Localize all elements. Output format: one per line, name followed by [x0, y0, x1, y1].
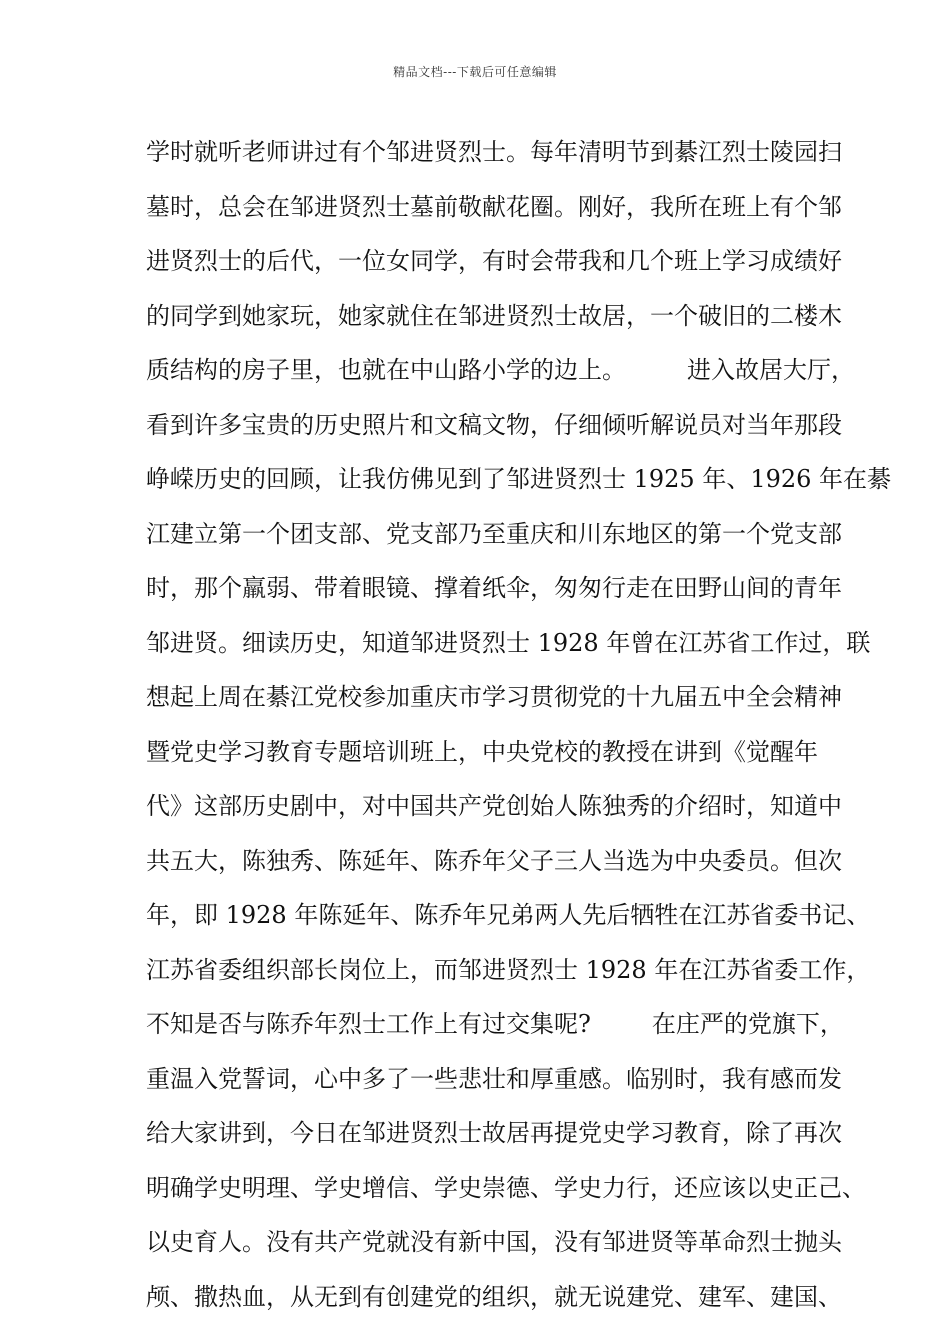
- text-line: 给大家讲到，今日在邹进贤烈士故居再提党史学习教育，除了再次: [146, 1119, 842, 1147]
- text-line: 邹进贤。细读历史，知道邹进贤烈士 1928 年曾在江苏省工作过，联: [146, 628, 871, 657]
- text-line: 重温入党誓词，心中多了一些悲壮和厚重感。临别时，我有感而发: [146, 1064, 842, 1093]
- text-line: 明确学史明理、学史增信、学史崇德、学史力行，还应该以史正己、: [146, 1173, 866, 1202]
- text-line: 以史育人。没有共产党就没有新中国，没有邹进贤等革命烈士抛头: [146, 1228, 842, 1256]
- text-line: 学时就听老师讲过有个邹进贤烈士。每年清明节到綦江烈士陵园扫: [146, 138, 842, 166]
- text-line: 质结构的房子里，也就在中山路小学的边上。 进入故居大厅，: [146, 356, 856, 384]
- text-line: 墓时，总会在邹进贤烈士墓前敬献花圈。刚好，我所在班上有个邹: [146, 192, 842, 221]
- page-header: 精品文档---下载后可任意编辑: [393, 65, 557, 79]
- text-line: 看到许多宝贵的历史照片和文稿文物，仔细倾听解说员对当年那段: [146, 410, 842, 439]
- text-line: 进贤烈士的后代，一位女同学，有时会带我和几个班上学习成绩好: [146, 247, 842, 275]
- text-line: 颅、撒热血，从无到有创建党的组织，就无说建党、建军、建国、: [146, 1282, 842, 1311]
- text-line: 江建立第一个团支部、党支部乃至重庆和川东地区的第一个党支部: [146, 519, 842, 548]
- text-line: 年，即 1928 年陈延年、陈乔年兄弟两人先后牺牲在江苏省委书记、: [146, 901, 871, 929]
- text-line: 峥嵘历史的回顾，让我仿佛见到了邹进贤烈士 1925 年、1926 年在綦: [146, 465, 892, 493]
- document-body: [146, 125, 892, 1324]
- text-line: 江苏省委组织部长岗位上，而邹进贤烈士 1928 年在江苏省委工作，: [146, 955, 871, 984]
- text-line: 暨党史学习教育专题培训班上，中央党校的教授在讲到《觉醒年: [146, 737, 818, 766]
- text-line: 共五大，陈独秀、陈延年、陈乔年父子三人当选为中央委员。但次: [146, 846, 842, 875]
- text-line: 代》这部历史剧中，对中国共产党创始人陈独秀的介绍时，知道中: [146, 792, 842, 820]
- text-line: 不知是否与陈乔年烈士工作上有过交集呢? 在庄严的党旗下，: [146, 1010, 844, 1038]
- text-line: 时，那个羸弱、带着眼镜、撑着纸伞，匆匆行走在田野山间的青年: [146, 574, 842, 602]
- text-line: 的同学到她家玩，她家就住在邹进贤烈士故居，一个破旧的二楼木: [146, 301, 842, 330]
- text-line: 想起上周在綦江党校参加重庆市学习贯彻党的十九届五中全会精神: [146, 683, 842, 711]
